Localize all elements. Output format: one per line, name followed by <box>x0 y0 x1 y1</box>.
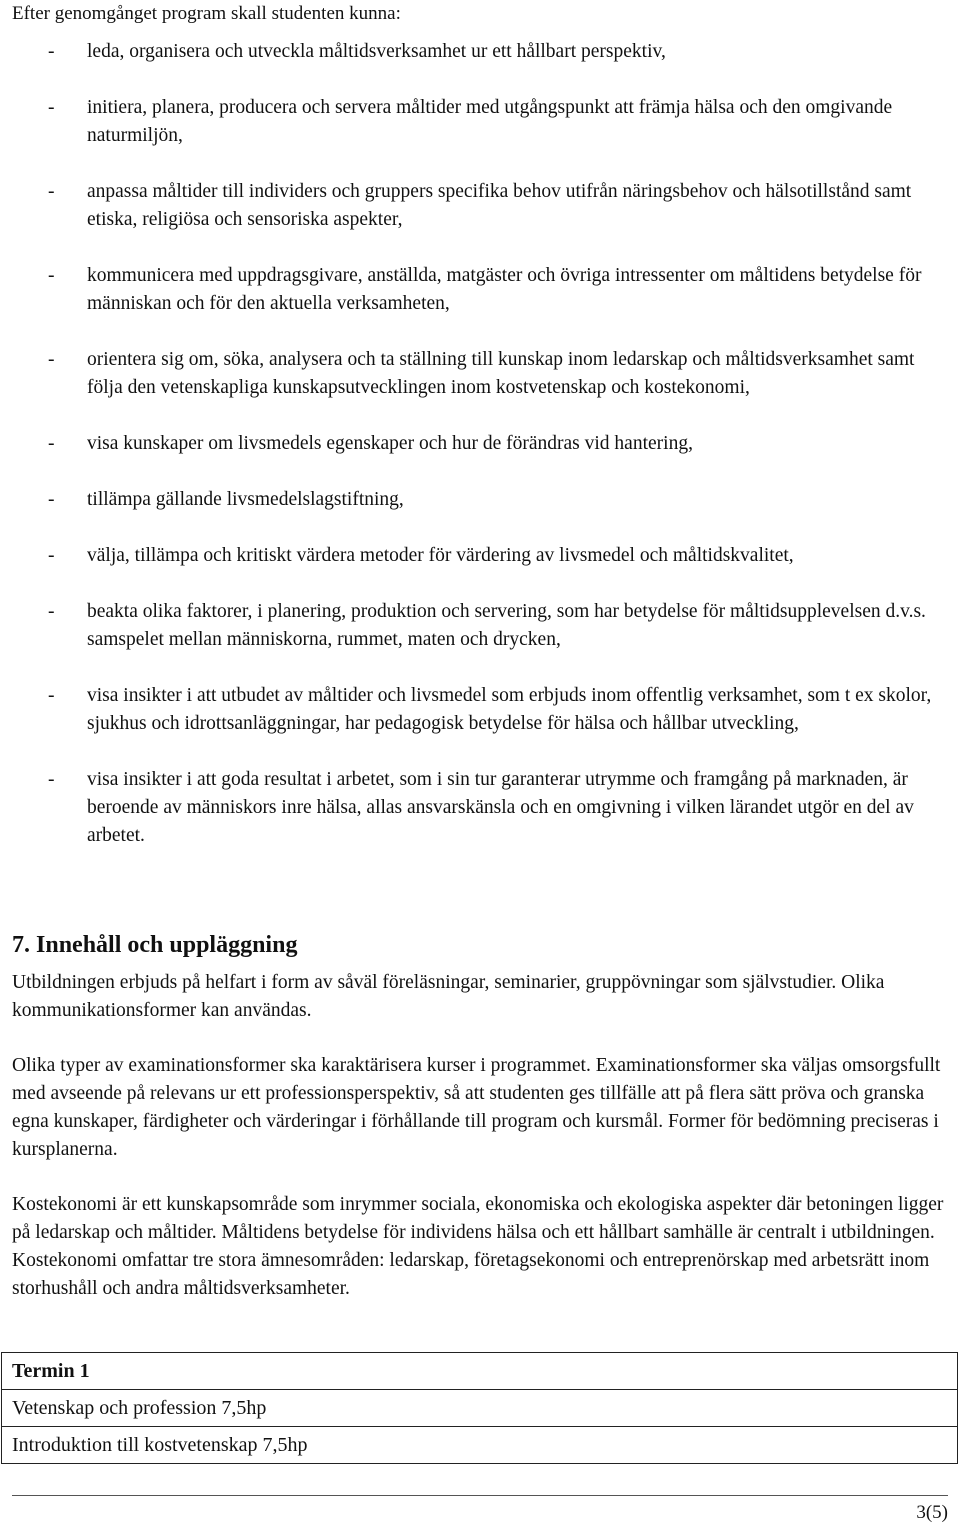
goal-text: visa insikter i att utbudet av måltider och livsmedel som erbjuds inom offentlig verksamhet, som t ex skolor, sjukhus och idrottsanläggningar, har pedagogisk betydelse för hälsa och hållbar utveckling, <box>87 685 932 734</box>
dash-bullet: - <box>48 181 55 202</box>
goal-text: initiera, planera, producera och servera måltider med utgångspunkt att främja hälsa och den omgivande naturmiljön, <box>87 97 893 146</box>
learning-goals-list <box>48 38 938 850</box>
list-item <box>48 542 938 570</box>
table-row <box>2 1427 958 1464</box>
list-item <box>48 682 938 738</box>
body-paragraph: Kostekonomi är ett kunskapsområde som inrymmer sociala, ekonomiska och ekologiska aspekter där betoningen ligger på ledarskap och måltider. Måltidens betydelse för individens hälsa och ett hållbart samhälle är centralt i utbildningen. Kostekonomi omfattar tre stora ämnesområden: ledarskap, företagsekonomi och entreprenörskap med arbetsrätt inom storhushåll och andra måltidsverksamheter. <box>12 1194 944 1299</box>
list-item <box>48 430 938 458</box>
goal-text: leda, organisera och utveckla måltidsverksamhet ur ett hållbart perspektiv, <box>87 41 666 62</box>
course-cell: Vetenskap och profession 7,5hp <box>2 1390 958 1427</box>
course-cell: Introduktion till kostvetenskap 7,5hp <box>2 1427 958 1464</box>
dash-bullet: - <box>48 769 55 790</box>
goal-text: anpassa måltider till individers och gruppers specifika behov utifrån näringsbehov och hälsotillstånd samt etiska, religiösa och sensoriska aspekter, <box>87 181 912 230</box>
goal-text: visa kunskaper om livsmedels egenskaper och hur de förändras vid hantering, <box>87 433 693 454</box>
dash-bullet: - <box>48 349 55 370</box>
list-item <box>48 486 938 514</box>
goal-text: beakta olika faktorer, i planering, produktion och servering, som har betydelse för måltidsupplevelsen d.v.s. samspelet mellan människorna, rummet, maten och drycken, <box>87 601 926 650</box>
goal-text: välja, tillämpa och kritiskt värdera metoder för värdering av livsmedel och måltidskvalitet, <box>87 545 794 566</box>
list-item <box>48 346 938 402</box>
term-course-table <box>1 1352 958 1464</box>
dash-bullet: - <box>48 41 55 62</box>
goals-intro: Efter genomgånget program skall studenten kunna: <box>12 3 401 24</box>
body-paragraph: Olika typer av examinationsformer ska karaktärisera kurser i programmet. Examinationsformer ska väljas omsorgsfullt med avseende på relevans ur ett professionsperspektiv, så att studenten ges tillfälle att på flera sätt pröva och granska egna kunskaper, färdigheter och värderingar i förhållande till program och kursmål. Former för bedömning preciseras i kursplanerna. <box>12 1055 941 1160</box>
goal-text: kommunicera med uppdragsgivare, anställda, matgäster och övriga intressenter om måltidens betydelse för människan och för den aktuella verksamheten, <box>87 265 922 314</box>
list-item <box>48 94 938 150</box>
table-row <box>2 1390 958 1427</box>
list-item <box>48 178 938 234</box>
dash-bullet: - <box>48 601 55 622</box>
page-number: 3(5) <box>916 1502 948 1523</box>
dash-bullet: - <box>48 545 55 566</box>
dash-bullet: - <box>48 685 55 706</box>
goal-text: visa insikter i att goda resultat i arbetet, som i sin tur garanterar utrymme och framgång på marknaden, är beroende av människors inre hälsa, allas ansvarskänsla och en omgivning i vilken lärandet utgör en del av arbetet. <box>87 769 914 846</box>
goal-text: tillämpa gällande livsmedelslagstiftning, <box>87 489 404 510</box>
section-heading: 7. Innehåll och uppläggning <box>12 932 298 958</box>
list-item <box>48 38 938 66</box>
dash-bullet: - <box>48 97 55 118</box>
goal-text: orientera sig om, söka, analysera och ta ställning till kunskap inom ledarskap och måltidsverksamhet samt följa den vetenskapliga kunskapsutvecklingen inom kostvetenskap och kostekonomi, <box>87 349 915 398</box>
list-item <box>48 598 938 654</box>
term-heading: Termin 1 <box>2 1353 958 1390</box>
dash-bullet: - <box>48 489 55 510</box>
body-paragraph: Utbildningen erbjuds på helfart i form av såväl föreläsningar, seminarier, gruppövningar som självstudier. Olika kommunikationsformer kan användas. <box>12 972 885 1021</box>
dash-bullet: - <box>48 433 55 454</box>
list-item <box>48 766 938 850</box>
footer-divider <box>12 1495 948 1496</box>
list-item <box>48 262 938 318</box>
table-row <box>2 1353 958 1390</box>
dash-bullet: - <box>48 265 55 286</box>
